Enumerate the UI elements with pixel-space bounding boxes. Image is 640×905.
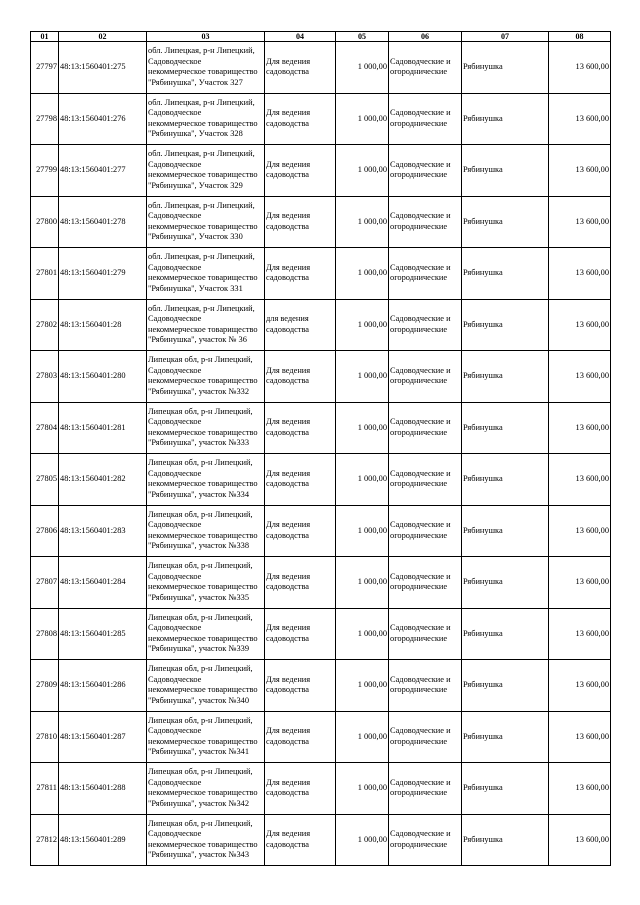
- address-line: обл. Липецкая, р-н Липецкий,: [148, 303, 255, 313]
- area: 1 000,00: [336, 93, 389, 145]
- land-category-line: Садоводческие и: [390, 829, 451, 839]
- permitted-use: [265, 196, 336, 248]
- land-category-line: Садоводческие и: [390, 365, 451, 375]
- table-row: [31, 93, 611, 145]
- record-number: 27798: [31, 93, 59, 145]
- address-line: Липецкая обл, р-н Липецкий,: [148, 509, 253, 519]
- address-line: Липецкая обл, р-н Липецкий,: [148, 561, 253, 571]
- table-row: [31, 299, 611, 351]
- address-line: обл. Липецкая, р-н Липецкий,: [148, 149, 255, 159]
- address-line: некоммерческое товарищество: [148, 839, 258, 849]
- record-number: 27799: [31, 145, 59, 197]
- permitted-use-line: садоводства: [266, 324, 310, 334]
- address-line: некоммерческое товарищество: [148, 530, 258, 540]
- table-row: [31, 763, 611, 815]
- permitted-use-line: садоводства: [266, 582, 310, 592]
- address-line: Садоводческое: [148, 365, 202, 375]
- address-line: Садоводческое: [148, 159, 202, 169]
- address-line: Садоводческое: [148, 829, 202, 839]
- cadastral-value: 13 600,00: [549, 196, 611, 248]
- cadastral-value: 13 600,00: [549, 93, 611, 145]
- land-category-line: Садоводческие и: [390, 571, 451, 581]
- cadastral-number: 48:13:1560401:285: [59, 608, 147, 660]
- table-row: [31, 42, 611, 94]
- cadastral-number: 48:13:1560401:288: [59, 763, 147, 815]
- record-number: 27805: [31, 454, 59, 506]
- land-category-line: Садоводческие и: [390, 56, 451, 66]
- land-category-line: огороднические: [390, 530, 448, 540]
- land-category: [389, 711, 462, 763]
- area: 1 000,00: [336, 454, 389, 506]
- address-line: некоммерческое товарищество: [148, 324, 258, 334]
- land-category-line: огороднические: [390, 427, 448, 437]
- land-category: [389, 248, 462, 300]
- record-number: 27810: [31, 711, 59, 763]
- address: [147, 814, 265, 866]
- address: [147, 93, 265, 145]
- cadastral-number: 48:13:1560401:277: [59, 145, 147, 197]
- permitted-use-line: садоводства: [266, 67, 310, 77]
- record-number: 27806: [31, 505, 59, 557]
- organization-name: Рябинушка: [462, 763, 549, 815]
- address-line: Липецкая обл, р-н Липецкий,: [148, 355, 253, 365]
- address-line: некоммерческое товарищество: [148, 736, 258, 746]
- land-category: [389, 196, 462, 248]
- address-line: Садоводческое: [148, 623, 202, 633]
- organization-name: Рябинушка: [462, 351, 549, 403]
- address-line: некоммерческое товарищество: [148, 582, 258, 592]
- land-category-line: огороднические: [390, 685, 448, 695]
- permitted-use-line: Для ведения: [266, 829, 311, 839]
- address-line: "Рябинушка", Участок 329: [148, 180, 243, 190]
- cadastral-value: 13 600,00: [549, 402, 611, 454]
- land-category-line: Садоводческие и: [390, 520, 451, 530]
- permitted-use-line: садоводства: [266, 530, 310, 540]
- permitted-use-line: для ведения: [266, 314, 309, 324]
- organization-name: Рябинушка: [462, 42, 549, 94]
- area: 1 000,00: [336, 711, 389, 763]
- land-category-line: огороднические: [390, 633, 448, 643]
- area: 1 000,00: [336, 351, 389, 403]
- permitted-use: [265, 557, 336, 609]
- organization-name: Рябинушка: [462, 711, 549, 763]
- area: 1 000,00: [336, 814, 389, 866]
- permitted-use-line: садоводства: [266, 221, 310, 231]
- land-category-line: огороднические: [390, 582, 448, 592]
- land-category: [389, 402, 462, 454]
- address-line: Садоводческое: [148, 571, 202, 581]
- address: [147, 42, 265, 94]
- address: [147, 608, 265, 660]
- permitted-use-line: Для ведения: [266, 417, 311, 427]
- table-row: [31, 505, 611, 557]
- column-header: 04: [265, 32, 336, 42]
- area: 1 000,00: [336, 145, 389, 197]
- cadastral-number: 48:13:1560401:275: [59, 42, 147, 94]
- land-category-line: огороднические: [390, 788, 448, 798]
- land-category-line: Садоводческие и: [390, 262, 451, 272]
- address-line: обл. Липецкая, р-н Липецкий,: [148, 200, 255, 210]
- permitted-use-line: садоводства: [266, 118, 310, 128]
- permitted-use-line: садоводства: [266, 633, 310, 643]
- address-line: "Рябинушка", Участок 327: [148, 77, 243, 87]
- permitted-use: [265, 93, 336, 145]
- address-line: "Рябинушка", Участок 331: [148, 283, 243, 293]
- permitted-use: [265, 814, 336, 866]
- table-row: [31, 608, 611, 660]
- address-line: некоммерческое товарищество: [148, 427, 258, 437]
- address: [147, 299, 265, 351]
- land-category-line: Садоводческие и: [390, 314, 451, 324]
- organization-name: Рябинушка: [462, 454, 549, 506]
- address-line: обл. Липецкая, р-н Липецкий,: [148, 46, 255, 56]
- address-line: обл. Липецкая, р-н Липецкий,: [148, 252, 255, 262]
- cadastral-value: 13 600,00: [549, 299, 611, 351]
- organization-name: Рябинушка: [462, 402, 549, 454]
- land-category-line: Садоводческие и: [390, 159, 451, 169]
- column-header: 07: [462, 32, 549, 42]
- address-line: Липецкая обл, р-н Липецкий,: [148, 458, 253, 468]
- address-line: "Рябинушка", Участок 328: [148, 129, 243, 139]
- record-number: 27812: [31, 814, 59, 866]
- address-line: некоммерческое товарищество: [148, 376, 258, 386]
- address-line: Садоводческое: [148, 56, 202, 66]
- land-category-line: Садоводческие и: [390, 417, 451, 427]
- address-line: "Рябинушка", участок №333: [148, 438, 250, 448]
- address-line: некоммерческое товарищество: [148, 118, 258, 128]
- area: 1 000,00: [336, 557, 389, 609]
- land-category-line: огороднические: [390, 479, 448, 489]
- organization-name: Рябинушка: [462, 505, 549, 557]
- cadastral-value: 13 600,00: [549, 711, 611, 763]
- cadastral-value: 13 600,00: [549, 248, 611, 300]
- address-line: "Рябинушка", участок №332: [148, 386, 250, 396]
- permitted-use-line: Для ведения: [266, 211, 311, 221]
- land-category: [389, 299, 462, 351]
- address-line: некоммерческое товарищество: [148, 685, 258, 695]
- land-category-line: Садоводческие и: [390, 726, 451, 736]
- address-line: Садоводческое: [148, 777, 202, 787]
- cadastral-number: 48:13:1560401:279: [59, 248, 147, 300]
- land-category: [389, 505, 462, 557]
- address-line: некоммерческое товарищество: [148, 67, 258, 77]
- land-category: [389, 145, 462, 197]
- cadastral-value: 13 600,00: [549, 763, 611, 815]
- address-line: "Рябинушка", участок №340: [148, 695, 250, 705]
- address: [147, 248, 265, 300]
- permitted-use-line: садоводства: [266, 427, 310, 437]
- cadastral-value: 13 600,00: [549, 814, 611, 866]
- address-line: "Рябинушка", участок №341: [148, 747, 250, 757]
- land-category-line: Садоводческие и: [390, 674, 451, 684]
- address-line: "Рябинушка", участок №339: [148, 644, 250, 654]
- record-number: 27807: [31, 557, 59, 609]
- land-category-line: огороднические: [390, 376, 448, 386]
- area: 1 000,00: [336, 196, 389, 248]
- address-line: некоммерческое товарищество: [148, 788, 258, 798]
- area: 1 000,00: [336, 402, 389, 454]
- permitted-use: [265, 660, 336, 712]
- land-category: [389, 608, 462, 660]
- permitted-use: [265, 299, 336, 351]
- permitted-use-line: Для ведения: [266, 777, 311, 787]
- cadastral-number: 48:13:1560401:278: [59, 196, 147, 248]
- table-row: [31, 196, 611, 248]
- area: 1 000,00: [336, 248, 389, 300]
- permitted-use-line: Для ведения: [266, 674, 311, 684]
- address-line: "Рябинушка", участок №335: [148, 592, 250, 602]
- column-header: 06: [389, 32, 462, 42]
- address: [147, 145, 265, 197]
- address-line: Липецкая обл, р-н Липецкий,: [148, 406, 253, 416]
- permitted-use-line: Для ведения: [266, 520, 311, 530]
- permitted-use-line: садоводства: [266, 788, 310, 798]
- cadastral-value: 13 600,00: [549, 42, 611, 94]
- table-row: [31, 660, 611, 712]
- permitted-use-line: Для ведения: [266, 365, 311, 375]
- address-line: "Рябинушка", участок №338: [148, 541, 250, 551]
- permitted-use-line: садоводства: [266, 479, 310, 489]
- record-number: 27803: [31, 351, 59, 403]
- table-row: [31, 557, 611, 609]
- cadastral-number: 48:13:1560401:276: [59, 93, 147, 145]
- address: [147, 196, 265, 248]
- permitted-use: [265, 42, 336, 94]
- permitted-use: [265, 402, 336, 454]
- address-line: некоммерческое товарищество: [148, 170, 258, 180]
- address-line: "Рябинушка", участок №342: [148, 798, 250, 808]
- permitted-use: [265, 608, 336, 660]
- permitted-use-line: Для ведения: [266, 571, 311, 581]
- organization-name: Рябинушка: [462, 196, 549, 248]
- permitted-use: [265, 248, 336, 300]
- address-line: Липецкая обл, р-н Липецкий,: [148, 767, 253, 777]
- organization-name: Рябинушка: [462, 93, 549, 145]
- address-line: некоммерческое товарищество: [148, 479, 258, 489]
- table-body: [31, 42, 611, 866]
- column-header: 05: [336, 32, 389, 42]
- record-number: 27809: [31, 660, 59, 712]
- address-line: Садоводческое: [148, 520, 202, 530]
- organization-name: Рябинушка: [462, 299, 549, 351]
- land-category-line: Садоводческие и: [390, 623, 451, 633]
- land-category-line: Садоводческие и: [390, 108, 451, 118]
- address-line: Липецкая обл, р-н Липецкий,: [148, 818, 253, 828]
- address: [147, 505, 265, 557]
- land-category-line: огороднические: [390, 736, 448, 746]
- cadastral-number: 48:13:1560401:28: [59, 299, 147, 351]
- land-register-table: [30, 31, 611, 866]
- cadastral-number: 48:13:1560401:281: [59, 402, 147, 454]
- address: [147, 763, 265, 815]
- address-line: Липецкая обл, р-н Липецкий,: [148, 664, 253, 674]
- address-line: Садоводческое: [148, 674, 202, 684]
- column-header: 03: [147, 32, 265, 42]
- cadastral-value: 13 600,00: [549, 351, 611, 403]
- land-category-line: Садоводческие и: [390, 211, 451, 221]
- record-number: 27801: [31, 248, 59, 300]
- permitted-use-line: Для ведения: [266, 623, 311, 633]
- cadastral-number: 48:13:1560401:280: [59, 351, 147, 403]
- record-number: 27804: [31, 402, 59, 454]
- table-row: [31, 454, 611, 506]
- organization-name: Рябинушка: [462, 557, 549, 609]
- land-category: [389, 454, 462, 506]
- land-category: [389, 557, 462, 609]
- area: 1 000,00: [336, 660, 389, 712]
- cadastral-value: 13 600,00: [549, 608, 611, 660]
- permitted-use-line: садоводства: [266, 685, 310, 695]
- record-number: 27811: [31, 763, 59, 815]
- header-row: [31, 32, 611, 42]
- permitted-use-line: садоводства: [266, 376, 310, 386]
- permitted-use-line: Для ведения: [266, 108, 311, 118]
- record-number: 27797: [31, 42, 59, 94]
- permitted-use: [265, 351, 336, 403]
- area: 1 000,00: [336, 299, 389, 351]
- land-category-line: огороднические: [390, 221, 448, 231]
- address-line: Садоводческое: [148, 211, 202, 221]
- permitted-use: [265, 505, 336, 557]
- cadastral-number: 48:13:1560401:286: [59, 660, 147, 712]
- organization-name: Рябинушка: [462, 814, 549, 866]
- column-header: 01: [31, 32, 59, 42]
- land-category-line: огороднические: [390, 273, 448, 283]
- record-number: 27808: [31, 608, 59, 660]
- land-category-line: огороднические: [390, 839, 448, 849]
- land-category-line: огороднические: [390, 170, 448, 180]
- address-line: Садоводческое: [148, 726, 202, 736]
- land-category-line: Садоводческие и: [390, 468, 451, 478]
- cadastral-number: 48:13:1560401:282: [59, 454, 147, 506]
- address-line: Садоводческое: [148, 417, 202, 427]
- land-category-line: огороднические: [390, 324, 448, 334]
- permitted-use: [265, 711, 336, 763]
- cadastral-value: 13 600,00: [549, 557, 611, 609]
- cadastral-number: 48:13:1560401:289: [59, 814, 147, 866]
- address: [147, 402, 265, 454]
- record-number: 27800: [31, 196, 59, 248]
- land-category-line: Садоводческие и: [390, 777, 451, 787]
- address-line: некоммерческое товарищество: [148, 273, 258, 283]
- organization-name: Рябинушка: [462, 145, 549, 197]
- permitted-use-line: садоводства: [266, 839, 310, 849]
- column-header: 02: [59, 32, 147, 42]
- address-line: "Рябинушка", участок №334: [148, 489, 250, 499]
- land-category: [389, 42, 462, 94]
- permitted-use: [265, 145, 336, 197]
- permitted-use: [265, 454, 336, 506]
- table-row: [31, 351, 611, 403]
- permitted-use-line: садоводства: [266, 736, 310, 746]
- land-category: [389, 814, 462, 866]
- address-line: "Рябинушка", участок №343: [148, 850, 250, 860]
- address-line: некоммерческое товарищество: [148, 221, 258, 231]
- cadastral-number: 48:13:1560401:287: [59, 711, 147, 763]
- table-row: [31, 145, 611, 197]
- area: 1 000,00: [336, 608, 389, 660]
- table-row: [31, 814, 611, 866]
- permitted-use-line: Для ведения: [266, 56, 311, 66]
- organization-name: Рябинушка: [462, 660, 549, 712]
- permitted-use-line: Для ведения: [266, 726, 311, 736]
- permitted-use: [265, 763, 336, 815]
- permitted-use-line: Для ведения: [266, 468, 311, 478]
- address: [147, 454, 265, 506]
- cadastral-value: 13 600,00: [549, 505, 611, 557]
- cadastral-value: 13 600,00: [549, 145, 611, 197]
- address: [147, 557, 265, 609]
- area: 1 000,00: [336, 763, 389, 815]
- address-line: Садоводческое: [148, 262, 202, 272]
- cadastral-number: 48:13:1560401:284: [59, 557, 147, 609]
- address-line: "Рябинушка", участок № 36: [148, 335, 247, 345]
- organization-name: Рябинушка: [462, 608, 549, 660]
- table-row: [31, 711, 611, 763]
- address-line: Липецкая обл, р-н Липецкий,: [148, 715, 253, 725]
- address: [147, 351, 265, 403]
- land-category: [389, 93, 462, 145]
- record-number: 27802: [31, 299, 59, 351]
- land-category-line: огороднические: [390, 67, 448, 77]
- land-category-line: огороднические: [390, 118, 448, 128]
- address: [147, 660, 265, 712]
- organization-name: Рябинушка: [462, 248, 549, 300]
- cadastral-number: 48:13:1560401:283: [59, 505, 147, 557]
- area: 1 000,00: [336, 42, 389, 94]
- address-line: Садоводческое: [148, 314, 202, 324]
- area: 1 000,00: [336, 505, 389, 557]
- address-line: "Рябинушка", Участок 330: [148, 232, 243, 242]
- permitted-use-line: садоводства: [266, 170, 310, 180]
- address-line: Садоводческое: [148, 108, 202, 118]
- permitted-use-line: Для ведения: [266, 159, 311, 169]
- address: [147, 711, 265, 763]
- address-line: Липецкая обл, р-н Липецкий,: [148, 612, 253, 622]
- address-line: Садоводческое: [148, 468, 202, 478]
- address-line: некоммерческое товарищество: [148, 633, 258, 643]
- land-category: [389, 763, 462, 815]
- land-category: [389, 351, 462, 403]
- permitted-use-line: садоводства: [266, 273, 310, 283]
- table-row: [31, 248, 611, 300]
- land-category: [389, 660, 462, 712]
- address-line: обл. Липецкая, р-н Липецкий,: [148, 97, 255, 107]
- cadastral-value: 13 600,00: [549, 660, 611, 712]
- permitted-use-line: Для ведения: [266, 262, 311, 272]
- column-header: 08: [549, 32, 611, 42]
- cadastral-value: 13 600,00: [549, 454, 611, 506]
- table-row: [31, 402, 611, 454]
